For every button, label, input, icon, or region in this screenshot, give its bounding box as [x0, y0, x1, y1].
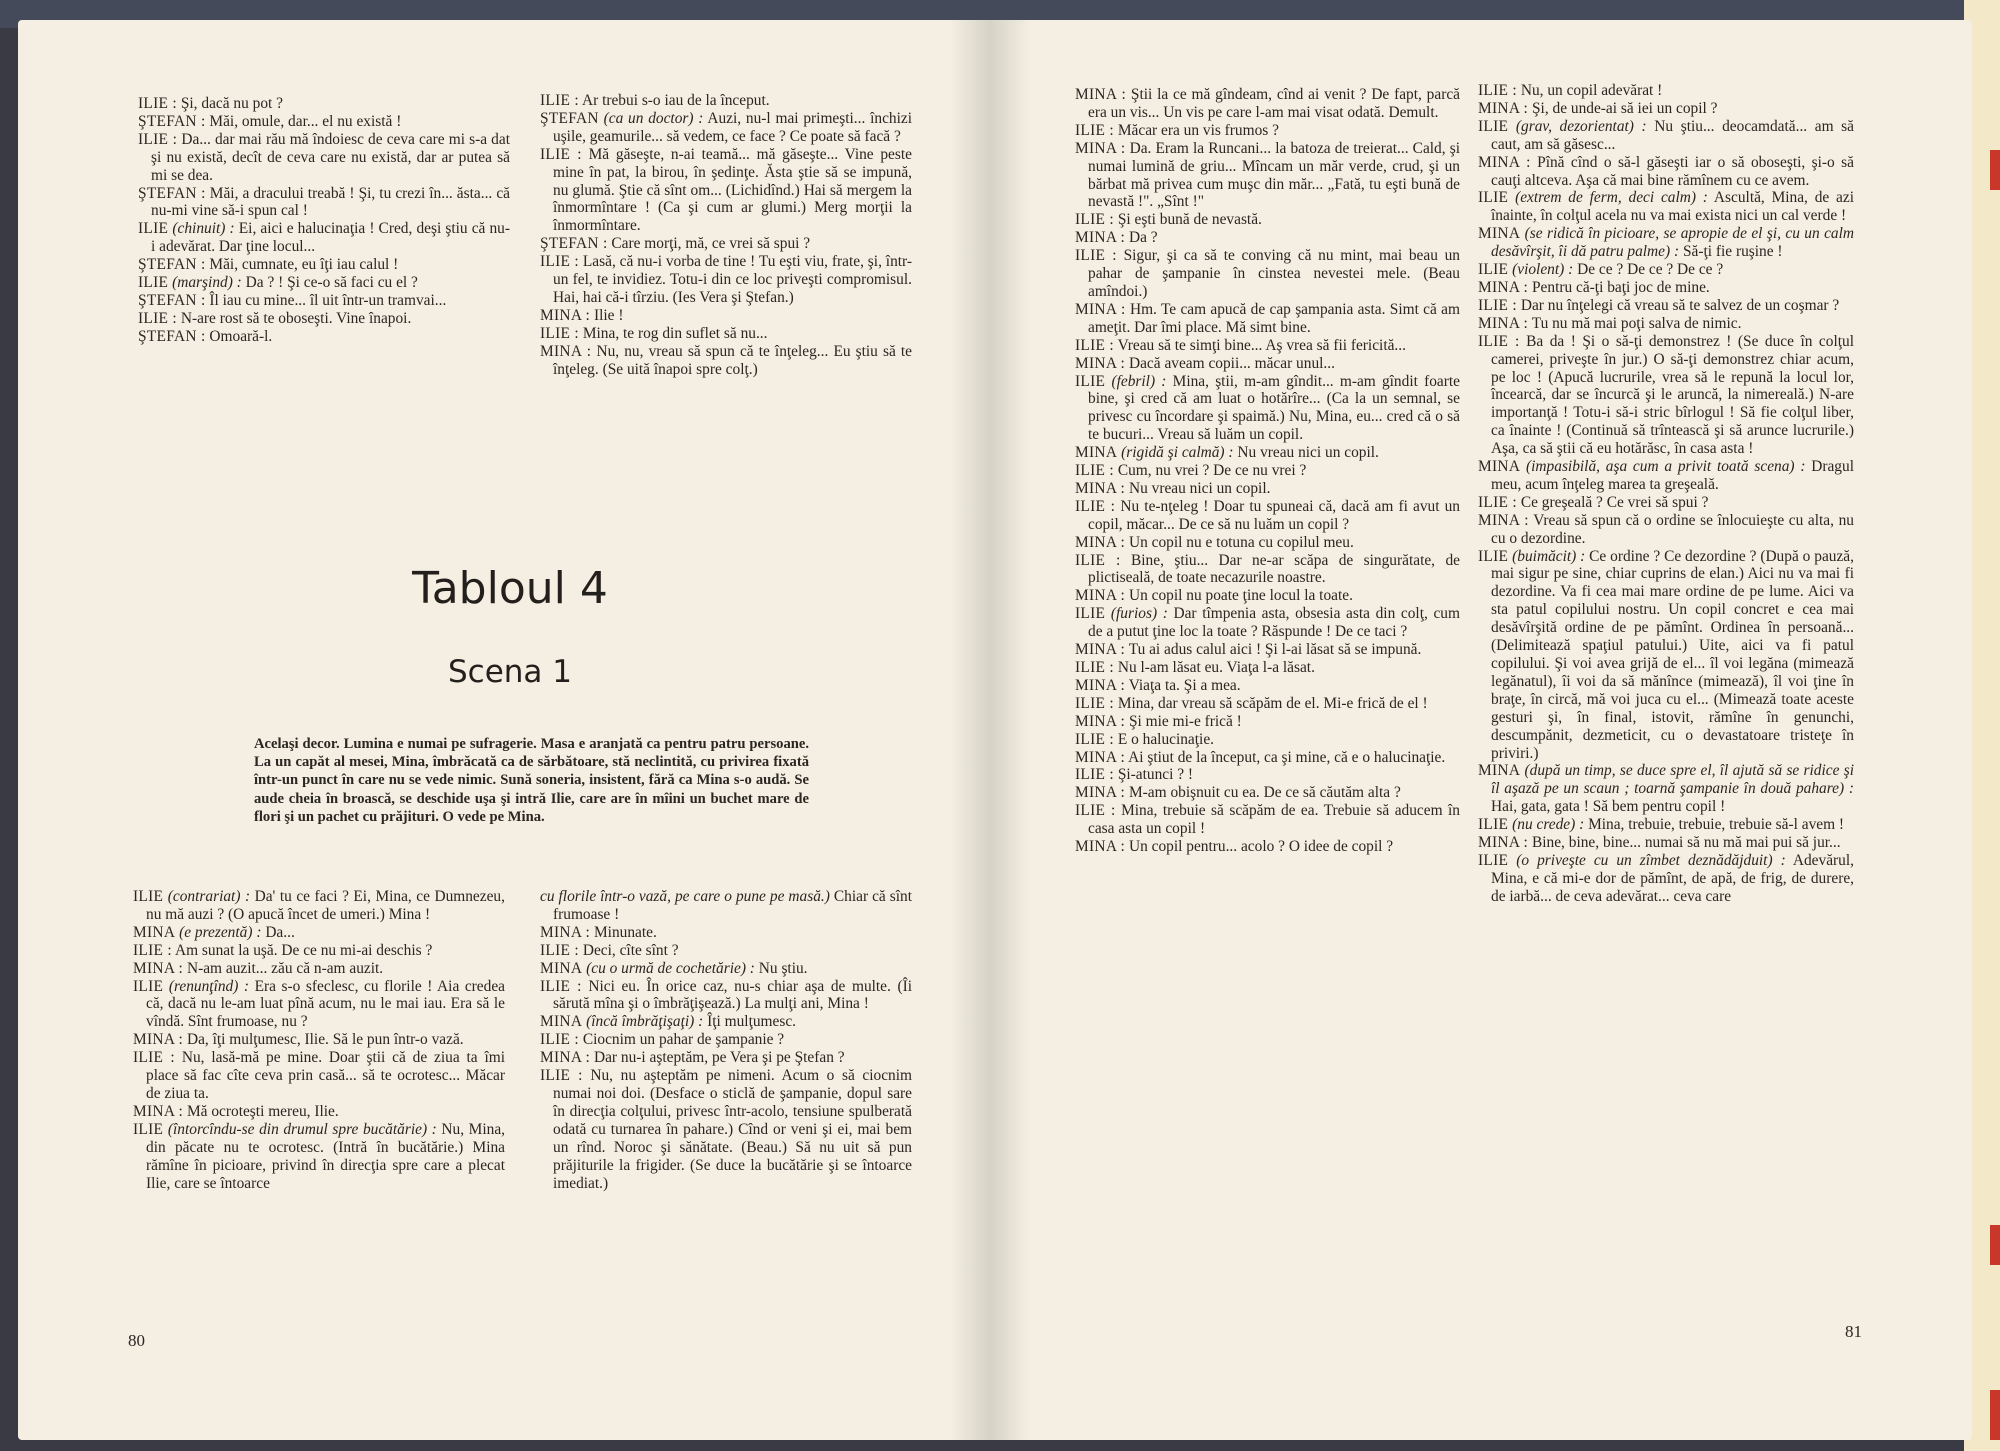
stage-direction: Acelaşi decor. Lumina e numai pe sufragerie. Masa e aranjată ca pentru patru persoane. La un capăt al mesei, Mina, îmbrăcată ca de sărbătoare, stă neclintită, cu privirea fixată într-un punct în care nu se vede nimic. Sună soneria, insistent, fără ca Mina s-o audă. Se aude cheia în broască, se deschide uşa şi intră Ilie, care are în mîini un buchet mare de flori şi un pachet cu prăjituri. O vede pe Mina. [254, 736, 809, 825]
dialogue-line [1075, 802, 1460, 838]
speaker-name: ILIE : [1075, 336, 1114, 354]
speaker-name: ILIE [133, 1120, 164, 1138]
speaker-name: ŞTEFAN [540, 109, 599, 127]
dialogue-line [1075, 766, 1460, 784]
line-text: Pînă cînd o să-l găseşti iar o să oboseşti, şi-o să cauţi altceva. Aşa că mai bine rămînem cu ce avem. [1491, 153, 1855, 189]
line-text: Nici eu. În orice caz, nu-s chiar aşa de multe. (Îi sărută mîna şi o îmbrăţişează.) La mulţi ani, Mina ! [553, 977, 912, 1013]
speaker-name: ILIE : [138, 95, 177, 112]
speaker-name: ILIE : [540, 1031, 579, 1049]
speaker-name: ILIE : [540, 977, 582, 995]
left-top-column-1 [138, 95, 510, 346]
left-top-column-2 [540, 92, 912, 379]
speaker-name: ILIE : [1478, 493, 1517, 511]
dialogue-line [1075, 337, 1460, 355]
dialogue-line [540, 146, 912, 236]
dialogue-line [138, 328, 510, 346]
line-text: Care morţi, mă, ce vrei să spui ? [611, 235, 811, 253]
dialogue-line [1478, 333, 1854, 458]
line-text: Nu vreau nici un copil. [1128, 479, 1271, 497]
speaker-name: MINA [540, 1013, 583, 1031]
speaker-name: MINA : [1075, 479, 1126, 497]
line-text: Şi, dacă nu pot ? [180, 95, 283, 112]
dialogue-line [1075, 552, 1460, 588]
stage-note: (cu o urmă de cochetărie) : [586, 959, 755, 977]
line-text: M-am obişnuit cu ea. De ce să căutăm alta ? [1128, 784, 1401, 802]
line-text: Măi, omule, dar... el nu există ! [209, 112, 402, 130]
dialogue-line [1075, 605, 1460, 641]
dialogue-line [1075, 695, 1460, 713]
speaker-name: ILIE : [1075, 766, 1114, 784]
dialogue-line [540, 924, 912, 942]
line-text: Tu nu mă mai poţi salva de nimic. [1531, 314, 1742, 332]
line-text: Nu, un copil adevărat ! [1520, 82, 1663, 99]
speaker-name: ILIE : [1075, 551, 1121, 569]
line-text: Ei, aici e halucinaţia ! Cred, deşi ştiu că nu-i adevărat. Dar ţine locul... [151, 220, 511, 256]
line-text: Şi, de unde-ai să iei un copil ? [1531, 99, 1718, 117]
line-text: Auzi, nu-l mai primeşti... închizi uşile, geamurile... să vedem, ce face ? Ce poate să facă ? [553, 109, 913, 145]
stage-note: (nu crede) : [1512, 816, 1585, 834]
dialogue-line [540, 1049, 912, 1067]
speaker-name: MINA : [1478, 153, 1531, 171]
line-text: Pentru că-ţi baţi joc de mine. [1531, 278, 1710, 296]
speaker-name: MINA : [1075, 587, 1126, 605]
speaker-name: MINA : [1075, 86, 1127, 103]
stage-note: (contrariat) : [167, 888, 251, 905]
line-text: Ilie ! [593, 306, 624, 324]
line-text: Mina, te rog din suflet să nu... [582, 324, 768, 342]
dialogue-line [1075, 355, 1460, 373]
dialogue-line [1075, 140, 1460, 212]
dialogue-line [1478, 494, 1854, 512]
line-text: Era s-o sfeclesc, cu florile ! Aia credea că, dacă nu le-am luat pînă acum, nu le mai iau. Era să le vîndă. Sînt frumoase, nu ? [146, 977, 505, 1031]
speaker-name: ŞTEFAN : [138, 112, 206, 130]
dialogue-line [540, 343, 912, 379]
speaker-name: MINA [133, 923, 176, 941]
speaker-name: ILIE : [540, 324, 579, 342]
speaker-name: ŞTEFAN : [138, 291, 206, 309]
dialogue-line [540, 253, 912, 307]
stage-note: (febril) : [1111, 372, 1167, 390]
line-text: Să-ţi fie ruşine ! [1682, 243, 1783, 261]
speaker-name: MINA : [1478, 834, 1529, 852]
dialogue-line [138, 113, 510, 131]
speaker-name: ILIE : [1075, 462, 1114, 480]
line-text: Chiar că sînt frumoase ! [553, 888, 912, 923]
line-text: Nu, nu aşteptăm pe nimeni. Acum o să ciocnim numai noi doi. (Desface o sticlă de şampanie, dopul sare în direcţia colţului, privesc într-acolo, tensiune spulberată odată cu turnarea în pahare.) Cînd or veni şi ei, mai bem un rînd. Noroc şi sănătate. (Beau.) Să nu uit să pun prăjiturile la frigider. (Se duce la bucătărie şi se întoarce imediat.) [553, 1067, 912, 1192]
line-text: Da. Eram la Runcani... la batoza de treierat... Cald, şi numai lumină de griu... Mîncam un măr verde, crud, şi un bărbat mă privea cum muşc din măr... „Fată, tu eşti bună de nevastă !". „Sînt !" [1088, 139, 1461, 211]
speaker-name: MINA : [540, 923, 591, 941]
speaker-name: ILIE : [1075, 121, 1114, 139]
speaker-name: ILIE [1478, 261, 1509, 279]
dialogue-line [540, 960, 912, 978]
stage-note: (după un timp, se duce spre el, îl ajută să se ridice şi îl aşază pe un scaun ; toarnă şampanie în două pahare) : [1491, 762, 1854, 798]
speaker-name: MINA : [540, 342, 592, 360]
line-text: De ce ? De ce ? De ce ? [1577, 261, 1724, 279]
dialogue-line [1075, 229, 1460, 247]
line-text: Da... dar mai rău mă îndoiesc de ceva care mi s-a dat şi nu există, decît de ceva care nu există, dar ar putea să mi se dea. [151, 130, 510, 184]
line-text: Deci, cîte sînt ? [582, 941, 679, 959]
stage-note: (marşind) : [172, 274, 242, 292]
speaker-name: ILIE [1075, 372, 1106, 390]
line-text: Dar tîmpenia asta, obsesia asta din colţ, cum de a putut ţine loc la toate ? Răspunde ! De ce taci ? [1088, 605, 1460, 641]
speaker-name: ILIE : [138, 309, 177, 327]
stage-note: (rigidă şi calmă) : [1121, 444, 1234, 462]
line-text: Ce ordine ? Ce dezordine ? (După o pauză, mai sigur pe sine, chiar cuprins de elan.) Aici nu va mai fi dezordine. Va fi cea mai mare ordine de pe lume. Aici va sta patul copilului nostru. Un copil concret e cea mai desăvîrşită ordine de pe pămînt. Ordinea în persoană... (Delimitează spaţiul patului.) Uite, aici va fi patul copilului. Şi voi avea grijă de el... îl voi legăna (mimează legănatul), îi voi da să mănînce (mimează), îl voi ţine în braţe, în circă, mă voi juca cu el... (Mimează toate aceste gesturi şi, în final, istovit, rămîne în genunchi, descumpănit, dezmeticit, cu o devastatoare tristeţe în priviri.) [1491, 547, 1854, 762]
line-text: Da, îţi mulţumesc, Ilie. Să le pun într-o vază. [186, 1031, 464, 1049]
line-text: Da... [265, 923, 295, 941]
line-text: N-am auzit... zău că n-am auzit. [186, 959, 384, 977]
left-bottom-column-1 [133, 888, 505, 1192]
dialogue-line [1075, 86, 1460, 122]
dialogue-line [133, 960, 505, 978]
dialogue-line [1075, 641, 1460, 659]
line-text: Bine, bine, bine... numai să nu mă mai pui să jur... [1531, 834, 1841, 852]
dialogue-line [1075, 247, 1460, 301]
speaker-name: ILIE [138, 274, 169, 292]
speaker-name: MINA [540, 959, 583, 977]
line-text: Îţi mulţumesc. [707, 1013, 797, 1031]
dialogue-line [1478, 834, 1854, 852]
speaker-name: ILIE [1075, 605, 1106, 623]
line-text: Şi mie mi-e frică ! [1128, 712, 1242, 730]
stage-note: (violent) : [1512, 261, 1574, 279]
line-text: Măi, cumnate, eu îţi iau calul ! [209, 256, 399, 274]
dialogue-line [133, 942, 505, 960]
line-text: Dacă aveam copii... măcar unul... [1128, 354, 1335, 372]
dialogue-line [1478, 315, 1854, 333]
dialogue-line [138, 256, 510, 274]
speaker-name: ILIE [133, 888, 164, 905]
line-text: Viaţa ta. Şi a mea. [1128, 676, 1241, 694]
speaker-name: MINA : [1478, 314, 1529, 332]
line-text: Dar nu-i aşteptăm, pe Vera şi pe Ştefan ? [593, 1049, 845, 1067]
line-text: Mina, dar vreau să scăpăm de el. Mi-e frică de el ! [1117, 694, 1428, 712]
speaker-name: MINA : [133, 959, 184, 977]
speaker-name: ILIE [1478, 547, 1509, 565]
speaker-name: ILIE : [540, 253, 580, 271]
line-text: Un copil nu poate ţine locul la toate. [1128, 587, 1353, 605]
dialogue-line [540, 110, 912, 146]
line-text: Nu ştiu... deocamdată... am să caut, am să găsesc... [1491, 117, 1854, 153]
line-text: Mina, ştii, m-am gîndit... m-am gîndit foarte bine, şi cred că am luat o hotărîre... (Ca la un semnal, se privesc cu încordare şi spaimă.) Nu, Mina, eu... cred că o să te bucuri... Vreau să luăm un copil. [1088, 372, 1460, 444]
speaker-name: MINA : [1075, 354, 1126, 372]
speaker-name: ILIE : [1075, 730, 1114, 748]
right-column-1 [1075, 86, 1460, 856]
dialogue-line [540, 307, 912, 325]
dialogue-line [138, 131, 510, 185]
line-text: Nu, lasă-mă pe mine. Doar ştii că de ziua ta îmi place să fac cîte ceva prin casă... să te ocrotesc... Măcar de ziua ta. [146, 1049, 505, 1102]
dialogue-line [540, 1067, 912, 1192]
stage-note: (o priveşte cu un zîmbet deznădăjduit) : [1516, 851, 1786, 869]
speaker-name: MINA [1478, 225, 1521, 243]
stage-note: (întorcîndu-se din drumul spre bucătărie) : [167, 1120, 437, 1138]
dialogue-line [1075, 444, 1460, 462]
speaker-name: MINA : [1075, 300, 1126, 318]
dialogue-line [133, 924, 505, 942]
speaker-name: ILIE [1478, 851, 1509, 869]
dialogue-line [1075, 659, 1460, 677]
speaker-name: ILIE [1478, 816, 1509, 834]
speaker-name: MINA : [540, 1049, 591, 1067]
speaker-name: ŞTEFAN : [138, 327, 206, 345]
stage-note: cu florile într-o vază, pe care o pune pe masă.) [540, 888, 830, 905]
dialogue-line [1478, 852, 1854, 906]
dialogue-line [133, 1121, 505, 1193]
speaker-name: ILIE : [1075, 247, 1117, 265]
dialogue-line [540, 942, 912, 960]
dialogue-line [1478, 458, 1854, 494]
speaker-name: MINA : [1075, 712, 1126, 730]
speaker-name: MINA : [540, 306, 591, 324]
line-text: Adevărul, Mina, e că mi-e dor de pămînt, de apă, de frig, de durere, de iarbă... de ceva adevărat... ceva care [1491, 851, 1854, 905]
dialogue-line [1478, 261, 1854, 279]
dialogue-line [1478, 762, 1854, 816]
line-text: Mă ocroteşti mereu, Ilie. [186, 1102, 339, 1120]
line-text: Vreau să te simţi bine... Aş vrea să fii fericită... [1117, 336, 1406, 354]
line-text: Nu te-nţeleg ! Doar tu spuneai că, dacă am fi avut un copil, măcar... De ce să nu luăm un copil ? [1088, 497, 1460, 533]
dialogue-line [1075, 373, 1460, 445]
scene-heading: Scena 1 [447, 654, 572, 690]
speaker-name: ILIE : [1478, 82, 1517, 99]
line-text: Ai ştiut de la început, ca şi mine, că e o halucinaţie. [1128, 748, 1446, 766]
stage-note: (încă îmbrăţişaţi) : [586, 1013, 704, 1031]
speaker-name: ILIE : [1478, 296, 1517, 314]
dialogue-line [138, 220, 510, 256]
line-text: Măcar era un vis frumos ? [1117, 121, 1279, 139]
speaker-name: ILIE : [133, 1049, 175, 1067]
stage-note: (buimăcit) : [1512, 547, 1586, 565]
speaker-name: ILIE [138, 220, 169, 238]
line-text: Am sunat la uşă. De ce nu mi-ai deschis ? [174, 941, 433, 959]
dialogue-line [1075, 211, 1460, 229]
speaker-name: ILIE : [540, 1067, 583, 1085]
line-text: Cum, nu vrei ? De ce nu vrei ? [1117, 462, 1307, 480]
line-text: Ciocnim un pahar de şampanie ? [582, 1031, 785, 1049]
dialogue-line [1075, 462, 1460, 480]
speaker-name: MINA : [133, 1031, 184, 1049]
line-text: Omoară-l. [209, 327, 273, 345]
line-text: Da ? ! Şi ce-o să faci cu el ? [245, 274, 418, 292]
dialogue-line [540, 325, 912, 343]
line-text: Şi-atunci ? ! [1117, 766, 1194, 784]
line-text: Îl iau cu mine... îl uit într-un tramvai... [209, 291, 447, 309]
line-text: Mă găseşte, n-ai teamă... mă găseşte... Vine peste mine în pat, la birou, în şedinţe. Ăsta ştie să se impună, nu glumă. Ştie că sînt om... (Lichidînd.) Hai să mergem la înmormîntare ! (Ca şi cum ar glumi.) Merg morţii la înmormîntare. [553, 145, 912, 235]
speaker-name: MINA : [1075, 784, 1126, 802]
speaker-name: ILIE : [1075, 802, 1116, 820]
speaker-name: ŞTEFAN : [138, 184, 206, 202]
speaker-name: MINA : [1075, 676, 1126, 694]
line-text: Vreau să spun că o ordine se înlocuieşte cu alta, nu cu o dezordine. [1491, 511, 1854, 547]
line-text: Hm. Te cam apucă de cap şampania asta. Simt că am ameţit. Dar îmi place. Mă simt bine. [1088, 300, 1460, 336]
speaker-name: MINA : [133, 1102, 184, 1120]
dialogue-line [1075, 713, 1460, 731]
speaker-name: MINA : [1075, 229, 1126, 247]
stage-note: (impasibilă, aşa cum a privit toată scena) : [1526, 458, 1806, 476]
dialogue-line [1075, 784, 1460, 802]
dialogue-line [1075, 838, 1460, 856]
speaker-name: ILIE : [133, 941, 172, 959]
speaker-name: MINA : [1075, 748, 1126, 766]
dialogue-line [1075, 122, 1460, 140]
dialogue-line [138, 95, 510, 113]
line-text: Un copil nu e totuna cu copilul meu. [1128, 533, 1354, 551]
dialogue-line [1478, 816, 1854, 834]
stage-note: (grav, dezorientat) : [1515, 117, 1647, 135]
dialogue-line [1478, 225, 1854, 261]
line-text: Nu vreau nici un copil. [1237, 444, 1379, 462]
speaker-name: ILIE [133, 977, 164, 995]
line-text: Tu ai adus calul aici ! Şi l-ai lăsat să se impună. [1128, 641, 1422, 659]
speaker-name: MINA : [1478, 99, 1529, 117]
speaker-name: ILIE : [1075, 211, 1114, 229]
line-text: Ascultă, Mina, de azi înainte, în colţul acela nu va mai exista nici un cal verde ! [1491, 189, 1854, 225]
page-number-left: 80 [128, 1331, 145, 1350]
dialogue-line [540, 888, 912, 924]
line-text: Mina, trebuie, trebuie, trebuie să-l avem ! [1588, 816, 1845, 834]
speaker-name: MINA : [1075, 838, 1126, 856]
speaker-name: ILIE : [540, 92, 579, 109]
dialogue-line [540, 1031, 912, 1049]
speaker-name: ILIE [1478, 189, 1509, 207]
line-text: Şi eşti bună de nevastă. [1117, 211, 1262, 229]
speaker-name: ILIE : [1075, 497, 1116, 515]
speaker-name: ILIE : [540, 145, 582, 163]
line-text: Sigur, şi ca să te conving că nu mint, mai beau un pahar de şampanie în cinstea nevestei mele. (Beau amîndoi.) [1088, 247, 1460, 300]
line-text: Ba da ! Şi o să-ţi demonstrez ! (Se duce în colţul camerei, priveşte în jur.) O să-ţi demonstrez chiar acum, pe loc ! (Apucă lucrurile, vrea să le repună la locul lor, încearcă, dar se încurcă şi le aruncă, la nimereală.) N-are importanţă ! Totu-i să-i stric bîrlogul ! Să fie colţul liber, ca înainte ! (Continuă să trîntească şi să arunce lucrurile.) Aşa, ca să ştii că eu hotărăsc, în casa asta ! [1491, 332, 1854, 458]
right-column-2 [1478, 82, 1854, 906]
stage-note: (e prezentă) : [179, 923, 262, 941]
speaker-name: MINA [1478, 762, 1521, 780]
dialogue-line [1075, 534, 1460, 552]
line-text: N-are rost să te oboseşti. Vine înapoi. [180, 309, 412, 327]
line-text: Dragul meu, acum înţeleg marea ta greşeală. [1491, 458, 1854, 493]
speaker-name: ŞTEFAN : [138, 256, 206, 274]
dialogue-line [1075, 587, 1460, 605]
dialogue-line [540, 978, 912, 1014]
dialogue-line [138, 310, 510, 328]
tableau-heading: Tabloul 4 [412, 563, 608, 614]
line-text: Nu, nu, vreau să spun că te înţeleg... Eu ştiu să te înţeleg. (Se uită înapoi spre colţ.) [553, 342, 912, 378]
dialogue-line [133, 1103, 505, 1121]
line-text: Da' tu ce faci ? Ei, Mina, ce Dumnezeu, nu mă auzi ? (O apucă încet de umeri.) Mina ! [146, 888, 505, 923]
speaker-name: ŞTEFAN : [540, 235, 608, 253]
line-text: Un copil pentru... acolo ? O idee de copil ? [1128, 838, 1394, 856]
speaker-name: MINA : [1478, 278, 1529, 296]
stage-note: (extrem de ferm, deci calm) : [1515, 189, 1708, 207]
dialogue-line [133, 888, 505, 924]
dialogue-line [1478, 189, 1854, 225]
dialogue-line [1478, 154, 1854, 190]
dialogue-line [1478, 100, 1854, 118]
dialogue-line [1075, 731, 1460, 749]
speaker-name: MINA : [1478, 511, 1529, 529]
dialogue-line [1075, 480, 1460, 498]
line-text: Ar trebui s-o iau de la început. [581, 92, 770, 109]
line-text: Minunate. [593, 923, 657, 941]
dialogue-line [133, 1031, 505, 1049]
speaker-name: ILIE : [1478, 332, 1520, 350]
speaker-name: ILIE : [540, 941, 579, 959]
stage-note: (se ridică în picioare, se apropie de el şi, cu un calm desăvîrşit, îi dă patru palme) : [1491, 225, 1854, 261]
line-text: Da ? [1128, 229, 1158, 247]
speaker-name: ILIE : [1075, 694, 1114, 712]
dialogue-line [1075, 301, 1460, 337]
stage-note: (renunţînd) : [168, 977, 250, 995]
left-bottom-column-2 [540, 888, 912, 1192]
dialogue-line [1478, 512, 1854, 548]
line-text: Mina, trebuie să scăpăm de ea. Trebuie să aducem în casa asta un copil ! [1088, 802, 1460, 838]
dialogue-line [138, 185, 510, 221]
line-text: E o halucinaţie. [1117, 730, 1214, 748]
page-number-right: 81 [1845, 1322, 1862, 1341]
speaker-name: MINA [1075, 444, 1118, 462]
dialogue-line [540, 235, 912, 253]
line-text: Nu ştiu. [758, 959, 808, 977]
dialogue-line [133, 978, 505, 1032]
line-text: Măi, a dracului treabă ! Şi, tu crezi în... ăsta... că nu-mi vine să-i spun cal ! [151, 184, 510, 220]
line-text: Bine, ştiu... Dar ne-ar scăpa de singurătate, de plictiseală, de toate necazurile noastre. [1088, 551, 1460, 587]
line-text: Hai, gata, gata ! Să bem pentru copil ! [1491, 798, 1726, 816]
dialogue-line [138, 292, 510, 310]
line-text: Nu, Mina, din păcate nu te ocrotesc. (Intră în bucătărie.) Mina rămîne în picioare, privind în direcţia spre care a plecat Ilie, care se întoarce [146, 1120, 505, 1192]
line-text: Dar nu înţelegi că vreau să te salvez de un coşmar ? [1520, 296, 1840, 314]
dialogue-line [1478, 297, 1854, 315]
stage-note: (chinuit) : [172, 220, 235, 238]
speaker-name: ILIE : [1075, 659, 1114, 676]
dialogue-line [1075, 498, 1460, 534]
speaker-name: ILIE [1478, 117, 1509, 135]
speaker-name: MINA [1478, 458, 1521, 476]
line-text: Lasă, că nu-i vorba de tine ! Tu eşti viu, frate, şi, într-un fel, te invidiez. Totu-i din ce loc priveşti compromisul. Hai, hai că-i tîrziu. (Ies Vera şi Ştefan.) [553, 253, 912, 306]
dialogue-line [1075, 677, 1460, 695]
dialogue-line [1478, 82, 1854, 100]
stage-note: (furios) : [1110, 605, 1168, 623]
line-text: Nu l-am lăsat eu. Viaţa l-a lăsat. [1117, 659, 1315, 676]
speaker-name: MINA : [1075, 139, 1126, 157]
speaker-name: MINA : [1075, 533, 1126, 551]
dialogue-line [1478, 548, 1854, 763]
line-text: Ce greşeală ? Ce vrei să spui ? [1520, 493, 1709, 511]
dialogue-line [133, 1049, 505, 1103]
stage-note: (ca un doctor) : [603, 109, 704, 127]
dialogue-line [1478, 118, 1854, 154]
speaker-name: ILIE : [138, 130, 178, 148]
dialogue-line [1075, 749, 1460, 767]
dialogue-line [540, 92, 912, 110]
dialogue-line [138, 274, 510, 292]
dialogue-line [540, 1013, 912, 1031]
line-text: Ştii la ce mă gîndeam, cînd ai venit ? De fapt, parcă era un vis... Un vis pe care l-am mai visat odată. Demult. [1088, 86, 1460, 121]
dialogue-line [1478, 279, 1854, 297]
speaker-name: MINA : [1075, 641, 1126, 659]
